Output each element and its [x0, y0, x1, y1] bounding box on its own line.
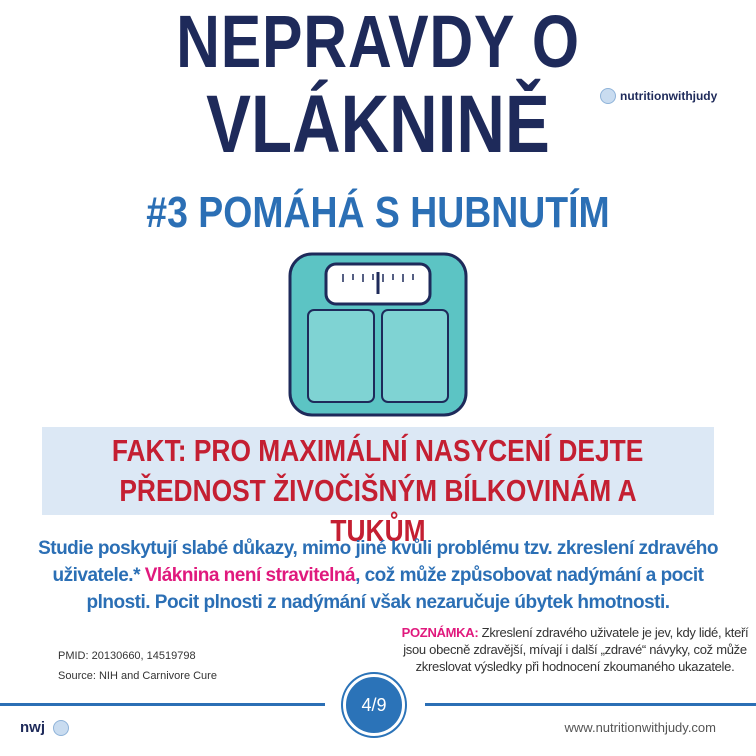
brand-name: nutritionwithjudy [620, 89, 718, 103]
fact-box [42, 427, 714, 548]
divider-left [0, 703, 325, 706]
body-text [20, 535, 736, 616]
nwj-logo: nwj [20, 719, 45, 736]
fact-line-2: PŘEDNOST ŽIVOČIŠNÝM BÍLKOVINÁM A TUKŮM [119, 473, 637, 548]
subtitle: #3 POMÁHÁ S HUBNUTÍM [146, 188, 610, 237]
note [400, 624, 750, 675]
seal-icon [600, 88, 616, 104]
bathroom-scale-icon [288, 252, 468, 417]
page-badge: 4/9 [343, 674, 405, 736]
note-label: POZNÁMKA: [401, 625, 479, 640]
body-part-1: Studie poskytují slabé důkazy, mimo jiné kvůli problému tzv. zkreslení zdravého uživatele.* [38, 538, 718, 586]
divider-right [425, 703, 756, 706]
body-highlight: Vláknina není stravitelná [144, 565, 356, 586]
seal-icon [53, 720, 69, 736]
title-line-2: VLÁKNINĚ [206, 79, 550, 170]
note-text: Zkreslení zdravého uživatele je jev, kdy lidé, kteří jsou obecně zdravější, mívají i další „zdravé“ návyky, což může zkreslovat výsledky při hodnocení zkoumaného ukazatele. [403, 625, 749, 674]
pmid: PMID: 20130660, 14519798 [58, 650, 196, 662]
fact-line-1: FAKT: PRO MAXIMÁLNÍ NASYCENÍ DEJTE [112, 433, 644, 468]
source: Source: NIH and Carnivore Cure [58, 670, 217, 682]
title-line-1: NEPRAVDY O [176, 0, 580, 83]
website-url[interactable]: www.nutritionwithjudy.com [564, 720, 716, 735]
references [58, 646, 217, 686]
footer-logo [20, 719, 69, 736]
brand-logo [600, 88, 717, 104]
body-part-2: , což může způsobovat nadýmání a pocit plnosti. Pocit plnosti z nadýmání však nezaručuje úbytek hmotnosti. [86, 565, 704, 613]
